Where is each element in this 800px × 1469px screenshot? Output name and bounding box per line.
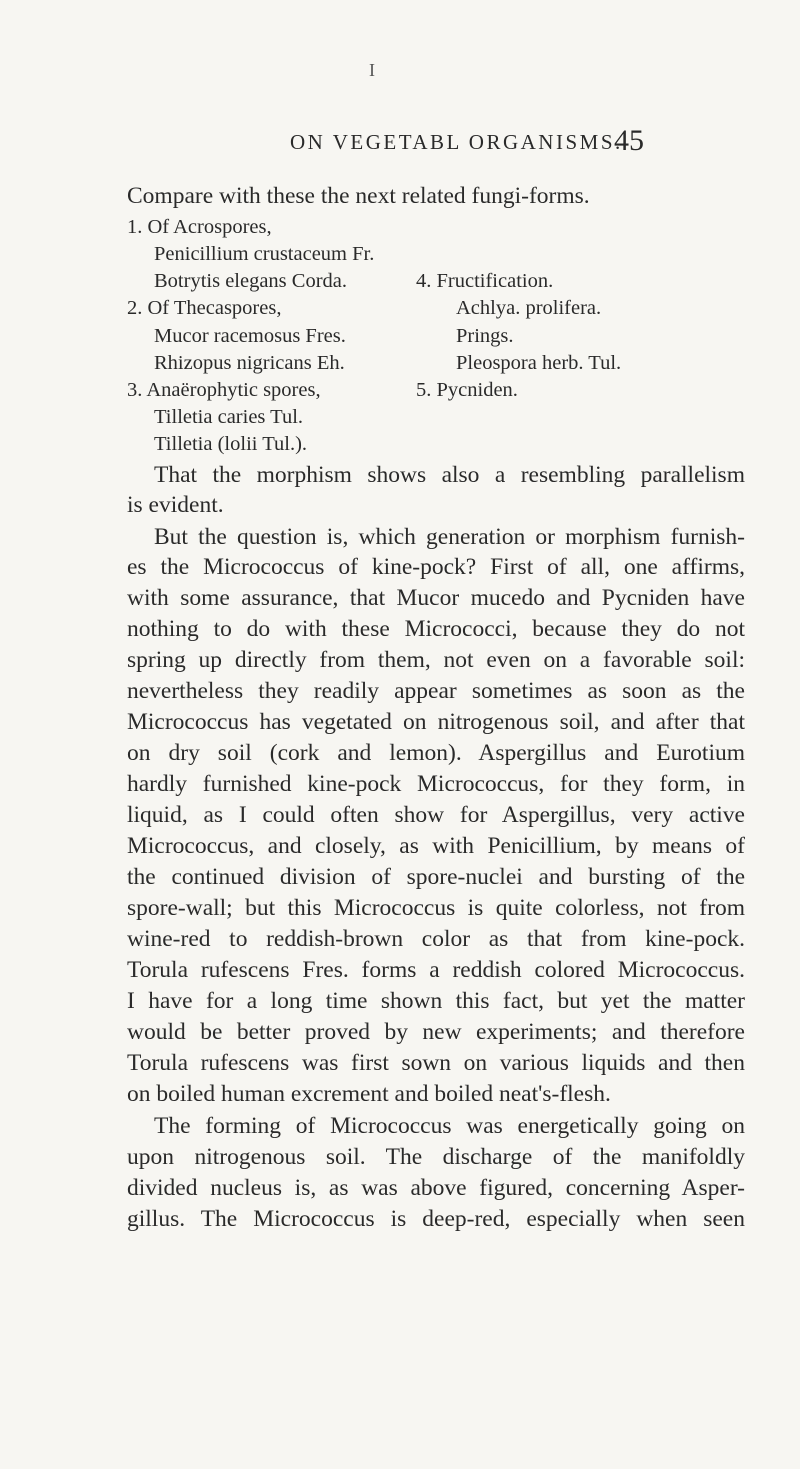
paragraph-line: That the morphism shows also a resembling parallelism <box>154 462 745 488</box>
list-left-item: Penicillium crustaceum Fr. <box>154 243 375 265</box>
running-head <box>0 124 800 164</box>
intro-line: Compare with these the next related fungi-forms. <box>127 183 590 209</box>
list-left-item: Rhizopus nigricans Eh. <box>154 352 345 374</box>
paragraph-line: spring up directly from them, not even on a favorable soil: <box>127 647 745 673</box>
list-left-item: 2. Of Thecaspores, <box>127 297 282 319</box>
list-right-item: Pleospora herb. Tul. <box>456 352 622 374</box>
list-left-item: Mucor racemosus Fres. <box>154 325 346 347</box>
stray-mark: I <box>369 60 375 80</box>
paragraph-line: gillus. The Micrococcus is deep-red, especially when seen <box>127 1206 745 1232</box>
paragraph-line: I have for a long time shown this fact, but yet the matter <box>127 988 745 1014</box>
paragraph-line: the continued division of spore-nuclei and bursting of the <box>127 864 745 890</box>
list-right-item: 4. Fructification. <box>416 270 554 292</box>
paragraph-line: The forming of Micrococcus was energetically going on <box>154 1113 745 1139</box>
paragraph-line: nevertheless they readily appear sometimes as soon as the <box>127 678 745 704</box>
list-left-item: 1. Of Acrospores, <box>127 216 272 238</box>
list-left-item: 3. Anaërophytic spores, <box>127 379 321 401</box>
paragraph-line: Torula rufescens was first sown on various liquids and then <box>127 1050 745 1076</box>
list-left-item: Botrytis elegans Corda. <box>154 270 348 292</box>
list-left-item: Tilletia caries Tul. <box>154 406 304 428</box>
paragraph-line: on dry soil (cork and lemon). Aspergillus and Eurotium <box>127 740 745 766</box>
paragraph-line: upon nitrogenous soil. The discharge of the manifoldly <box>127 1144 745 1170</box>
list-right-item: Prings. <box>456 325 514 347</box>
paragraph-line: spore-wall; but this Micrococcus is quite colorless, not from <box>127 895 745 921</box>
paragraph-line: wine-red to reddish-brown color as that from kine-pock. <box>127 926 745 952</box>
paragraph-line: on boiled human excrement and boiled neat's-flesh. <box>127 1081 611 1107</box>
paragraph-line: liquid, as I could often show for Aspergillus, very active <box>127 802 745 828</box>
paragraph-line: is evident. <box>127 492 224 518</box>
paragraph-line: es the Micrococcus of kine-pock? First of all, one affirms, <box>127 554 745 580</box>
paragraph-line: But the question is, which generation or morphism furnish- <box>154 524 745 550</box>
paragraph-line: Torula rufescens Fres. forms a reddish colored Micrococcus. <box>127 957 745 983</box>
page-number: 45 <box>614 124 644 157</box>
running-title: ON VEGETABL ORGANISMS. <box>290 130 623 154</box>
list-left-item: Tilletia (lolii Tul.). <box>154 433 308 455</box>
paragraph-line: with some assurance, that Mucor mucedo and Pycniden have <box>127 585 745 611</box>
paragraph-line: Micrococcus has vegetated on nitrogenous soil, and after that <box>127 709 745 735</box>
paragraph-line: Micrococcus, and closely, as with Penicillium, by means of <box>127 833 745 859</box>
list-right-item: Achlya. prolifera. <box>456 297 602 319</box>
paragraph-line: nothing to do with these Micrococci, because they do not <box>127 616 745 642</box>
paragraph-line: hardly furnished kine-pock Micrococcus, for they form, in <box>127 771 745 797</box>
paragraph-line: would be better proved by new experiments; and therefore <box>127 1019 745 1045</box>
paragraph-line: divided nucleus is, as was above figured, concerning Asper- <box>127 1175 745 1201</box>
list-right-item: 5. Pycniden. <box>416 379 518 401</box>
